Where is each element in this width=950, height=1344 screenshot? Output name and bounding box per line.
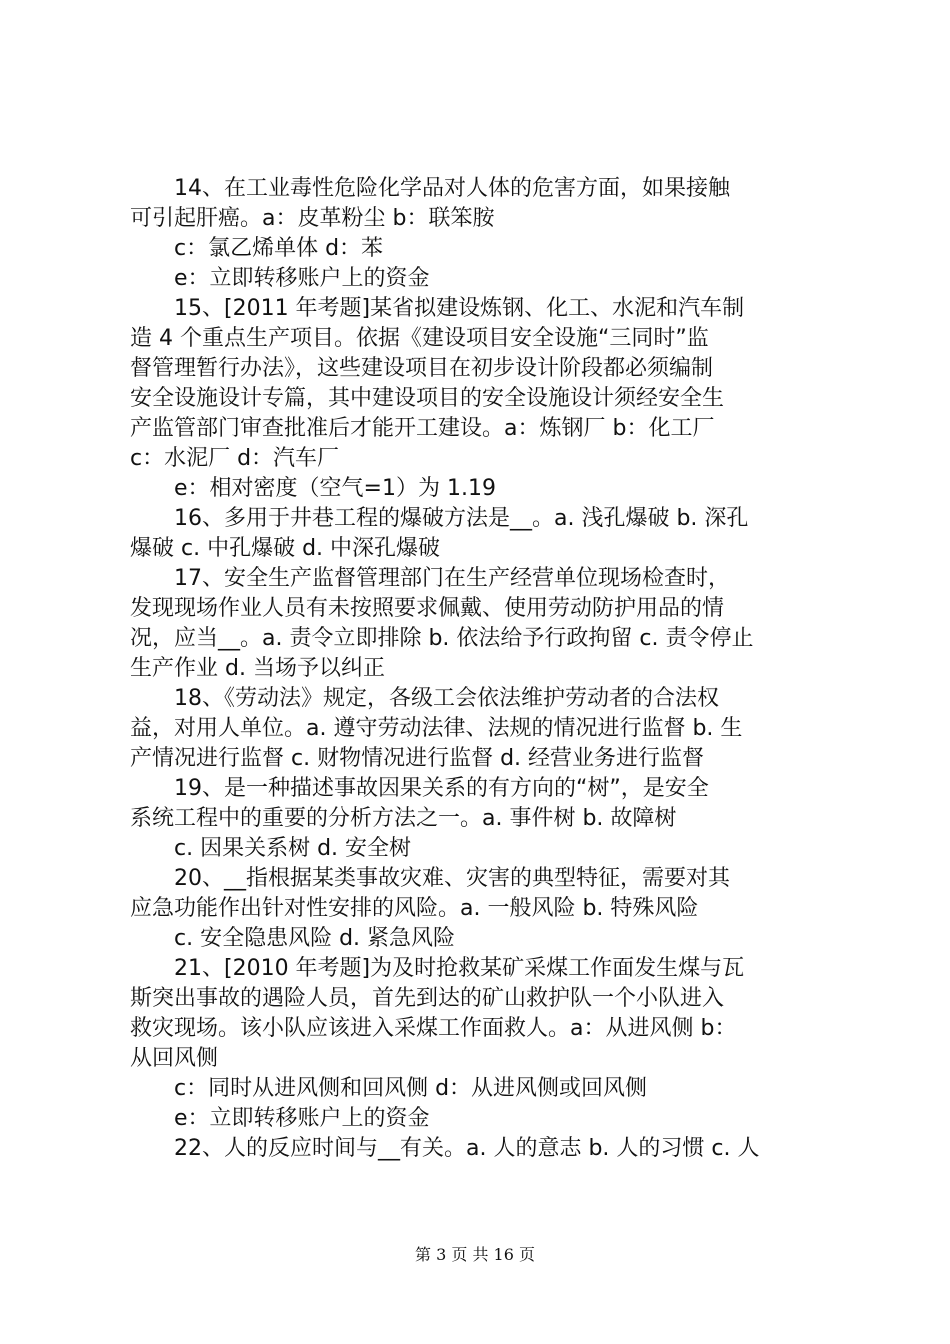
text-line: c. 安全隐患风险 d. 紧急风险 [174, 926, 456, 951]
text-line: 产情况进行监督 c. 财物情况进行监督 d. 经营业务进行监督 [130, 746, 705, 771]
text-line: c：水泥厂 d：汽车厂 [130, 446, 340, 471]
text-line: 爆破 c. 中孔爆破 d. 中深孔爆破 [130, 536, 441, 561]
text-line: 18、《劳动法》规定，各级工会依法维护劳动者的合法权 [174, 686, 719, 711]
text-line: 发现现场作业人员有未按照要求佩戴、使用劳动防护用品的情 [130, 596, 725, 621]
text-line: 安全设施设计专篇，其中建设项目的安全设施设计须经安全生 [130, 386, 725, 411]
text-line: c：同时从进风侧和回风侧 d：从进风侧或回风侧 [174, 1076, 648, 1101]
text-line: e：立即转移账户上的资金 [174, 1106, 430, 1131]
text-line: c. 因果关系树 d. 安全树 [174, 836, 412, 861]
page-footer: 第 3 页 共 16 页 [415, 1245, 535, 1264]
text-line: 系统工程中的重要的分析方法之一。a. 事件树 b. 故障树 [130, 806, 677, 831]
text-line: 益，对用人单位。a. 遵守劳动法律、法规的情况进行监督 b. 生 [130, 716, 743, 741]
text-line: 造 4 个重点生产项目。依据《建设项目安全设施“三同时”监 [130, 326, 709, 351]
text-line: e：相对密度（空气=1）为 1.19 [174, 476, 496, 501]
text-line: 况，应当__。a. 责令立即排除 b. 依法给予行政拘留 c. 责令停止 [130, 626, 754, 651]
text-line: 生产作业 d. 当场予以纠正 [130, 656, 385, 681]
text-line: 斯突出事故的遇险人员，首先到达的矿山救护队一个小队进入 [130, 986, 725, 1011]
text-line: c：氯乙烯单体 d：苯 [174, 236, 384, 261]
text-line: 可引起肝癌。a：皮革粉尘 b：联笨胺 [130, 206, 495, 231]
text-line: 15、[2011 年考题]某省拟建设炼钢、化工、水泥和汽车制 [174, 296, 745, 321]
text-line: 22、人的反应时间与__有关。a. 人的意志 b. 人的习惯 c. 人 [174, 1136, 760, 1161]
text-line: 产监管部门审查批准后才能开工建设。a：炼钢厂 b：化工厂 [130, 416, 715, 441]
text-line: 14、在工业毒性危险化学品对人体的危害方面，如果接触 [174, 176, 730, 201]
text-line: 20、__指根据某类事故灾难、灾害的典型特征，需要对其 [174, 866, 730, 891]
text-line: 16、多用于井巷工程的爆破方法是__。a. 浅孔爆破 b. 深孔 [174, 506, 749, 531]
text-line: 从回风侧 [130, 1046, 219, 1071]
text-line: 救灾现场。该小队应该进入采煤工作面救人。a：从进风侧 b： [130, 1016, 737, 1041]
text-line: 17、安全生产监督管理部门在生产经营单位现场检查时， [174, 566, 730, 591]
document-body [130, 174, 830, 1164]
text-line: 督管理暂行办法》，这些建设项目在初步设计阶段都必须编制 [130, 356, 714, 381]
text-line: 21、[2010 年考题]为及时抢救某矿采煤工作面发生煤与瓦 [174, 956, 745, 981]
text-line: 应急功能作出针对性安排的风险。a. 一般风险 b. 特殊风险 [130, 896, 699, 921]
text-line: 19、是一种描述事故因果关系的有方向的“树”，是安全 [174, 776, 709, 801]
text-line: e：立即转移账户上的资金 [174, 266, 430, 291]
